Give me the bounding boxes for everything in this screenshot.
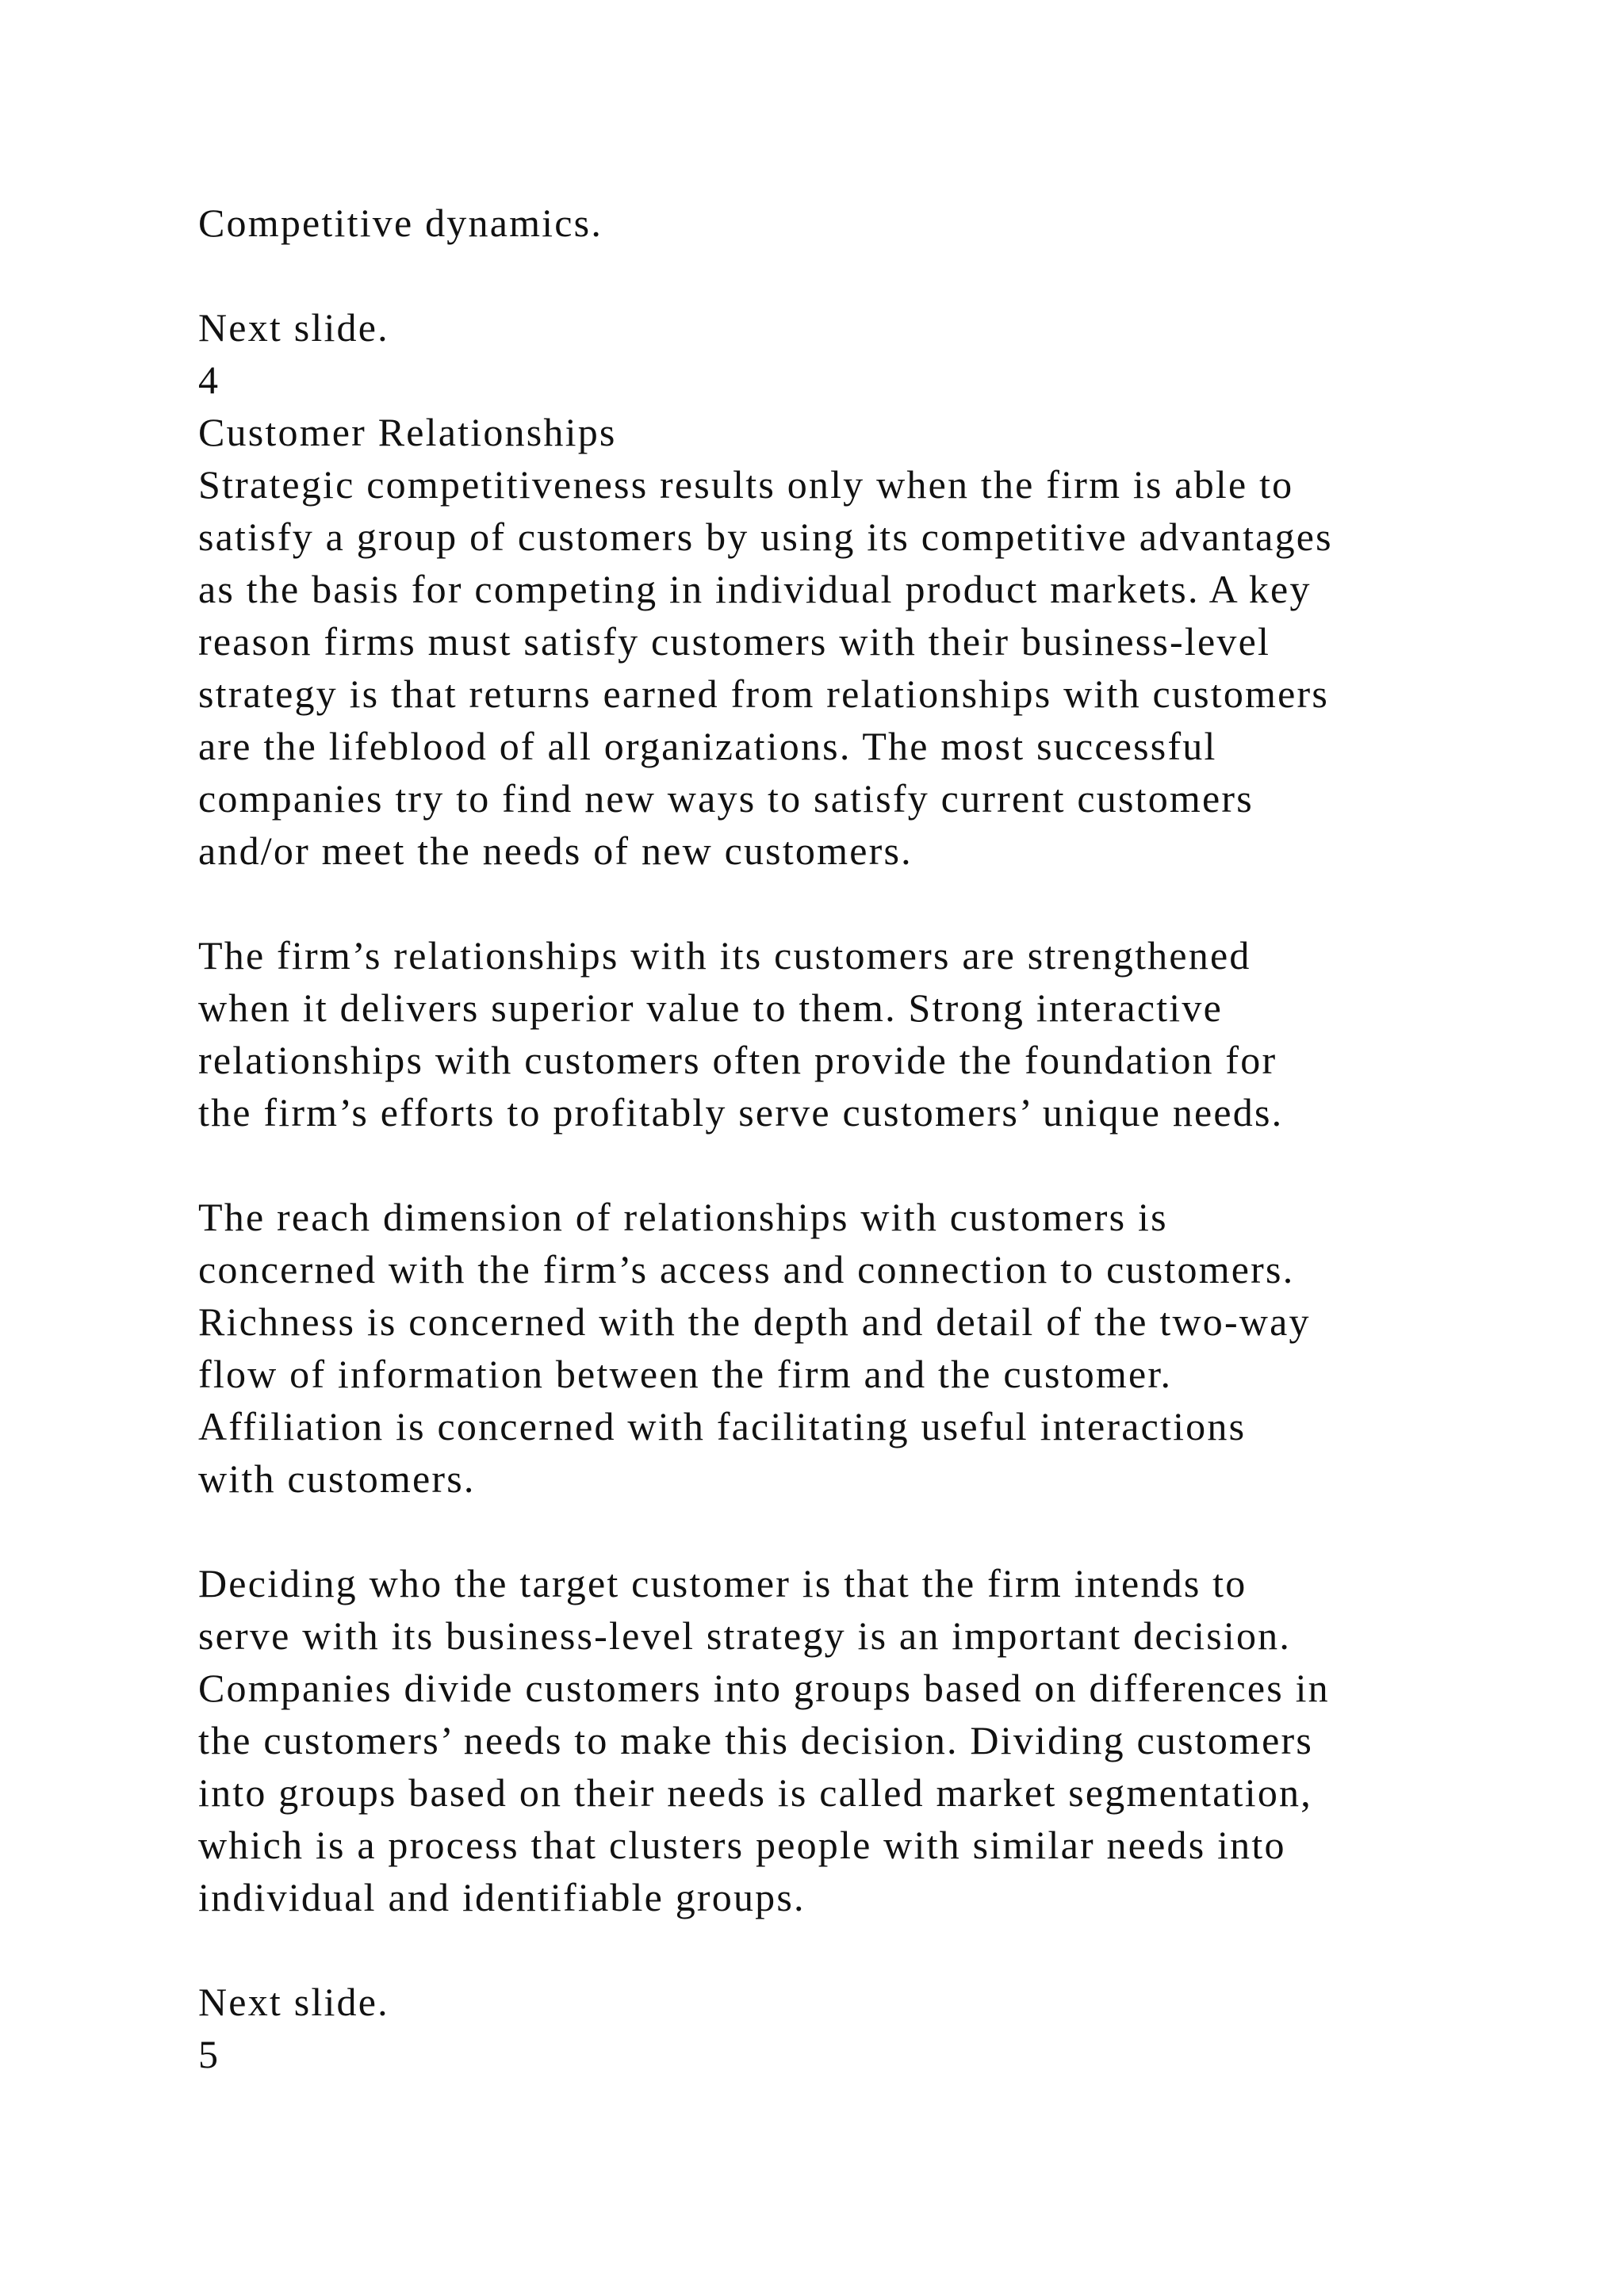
slide-number: 5 (198, 2032, 220, 2076)
text-line: are the lifeblood of all organizations. The most successful (198, 724, 1217, 768)
text-line: satisfy a group of customers by using its competitive advantages (198, 515, 1333, 559)
section-heading: Customer Relationships (198, 410, 617, 454)
document-body (198, 197, 1546, 2080)
text-line: strategy is that returns earned from relationships with customers (198, 672, 1330, 716)
text-line: Companies divide customers into groups based on differences in (198, 1666, 1330, 1710)
blank-line (198, 249, 1546, 301)
text-line: the customers’ needs to make this decision. Dividing customers (198, 1718, 1314, 1762)
text-line: The reach dimension of relationships with customers is (198, 1195, 1168, 1239)
text-line: flow of information between the firm and the customer. (198, 1352, 1173, 1396)
text-line: Strategic competitiveness results only when the firm is able to (198, 462, 1294, 507)
text-line: and/or meet the needs of new customers. (198, 828, 913, 873)
text-line: when it delivers superior value to them. Strong interactive (198, 985, 1223, 1030)
text-line: with customers. (198, 1456, 476, 1501)
text-line: the firm’s efforts to profitably serve customers’ unique needs. (198, 1090, 1284, 1135)
text-line: Affiliation is concerned with facilitating useful interactions (198, 1404, 1247, 1448)
text-line: serve with its business-level strategy is an important decision. (198, 1613, 1292, 1658)
text-line: relationships with customers often provide the foundation for (198, 1038, 1277, 1082)
text-line: Competitive dynamics. (198, 201, 603, 245)
blank-line (198, 1138, 1546, 1191)
blank-line (198, 877, 1546, 929)
blank-line (198, 1923, 1546, 1976)
text-line: concerned with the firm’s access and connection to customers. (198, 1247, 1295, 1292)
text-line: companies try to find new ways to satisfy current customers (198, 776, 1254, 821)
text-line: Next slide. (198, 305, 389, 350)
text-line: individual and identifiable groups. (198, 1875, 806, 1919)
text-line: reason firms must satisfy customers with their business-level (198, 619, 1271, 664)
text-line: which is a process that clusters people with similar needs into (198, 1823, 1286, 1867)
text-line: Richness is concerned with the depth and detail of the two-way (198, 1299, 1311, 1344)
slide-number: 4 (198, 358, 220, 402)
blank-line (198, 1505, 1546, 1557)
text-line: into groups based on their needs is called market segmentation, (198, 1770, 1312, 1815)
text-line: Deciding who the target customer is that the firm intends to (198, 1561, 1247, 1605)
text-line: as the basis for competing in individual product markets. A key (198, 567, 1312, 611)
text-line: The firm’s relationships with its customers are strengthened (198, 933, 1251, 978)
text-line: Next slide. (198, 1980, 389, 2024)
